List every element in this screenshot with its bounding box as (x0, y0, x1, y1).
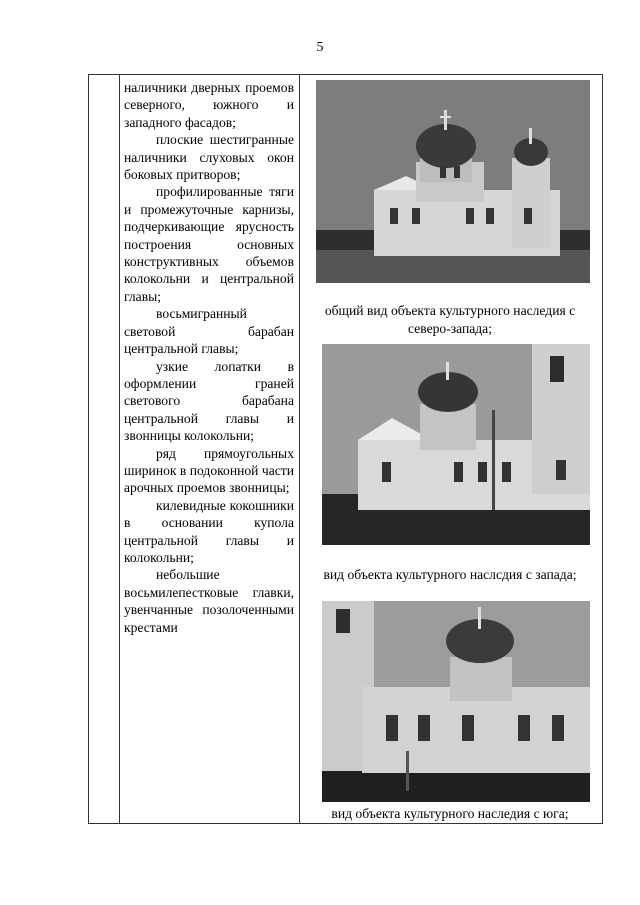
church-photo-west (322, 344, 590, 545)
feature-item: небольшие восьмилепестковые главки, увенчанные позолоченными крестами (124, 567, 294, 635)
feature-item: узкие лопатки в оформлении граней светового барабана центральной главы и звонницы колокольни; (124, 358, 294, 444)
feature-item: ряд прямоугольных ширинок в подоконной части арочных проемов звонницы; (124, 445, 294, 496)
church-photo-south (322, 601, 590, 802)
column-divider (119, 75, 120, 823)
photo-caption: вид объекта культурного наследия с юга; (331, 806, 569, 821)
page-number: 5 (316, 40, 324, 55)
feature-item: плоские шестигранные наличники слуховых окон боковых притворов; (124, 132, 294, 183)
column-divider (299, 75, 300, 823)
feature-item: профилированные тяги и промежуточные карнизы, подчеркивающие ярусность построения основных конструктивных объемов колокольни и центральной главы; (124, 184, 294, 304)
feature-item: килевидные кокошники в основании купола центральной главы и колокольни; (124, 497, 294, 565)
features-list (124, 79, 294, 636)
photo-caption: общий вид объекта культурного наследия с северо-запада; (324, 303, 576, 336)
photo-caption: вид объекта культурного наслсдия с запада; (323, 567, 577, 582)
church-photo-northwest (316, 80, 590, 283)
feature-item: наличники дверных проемов северного, южного и западного фасадов; (124, 80, 294, 130)
feature-item: восьмигранный световой барабан центральной главы; (124, 306, 294, 357)
